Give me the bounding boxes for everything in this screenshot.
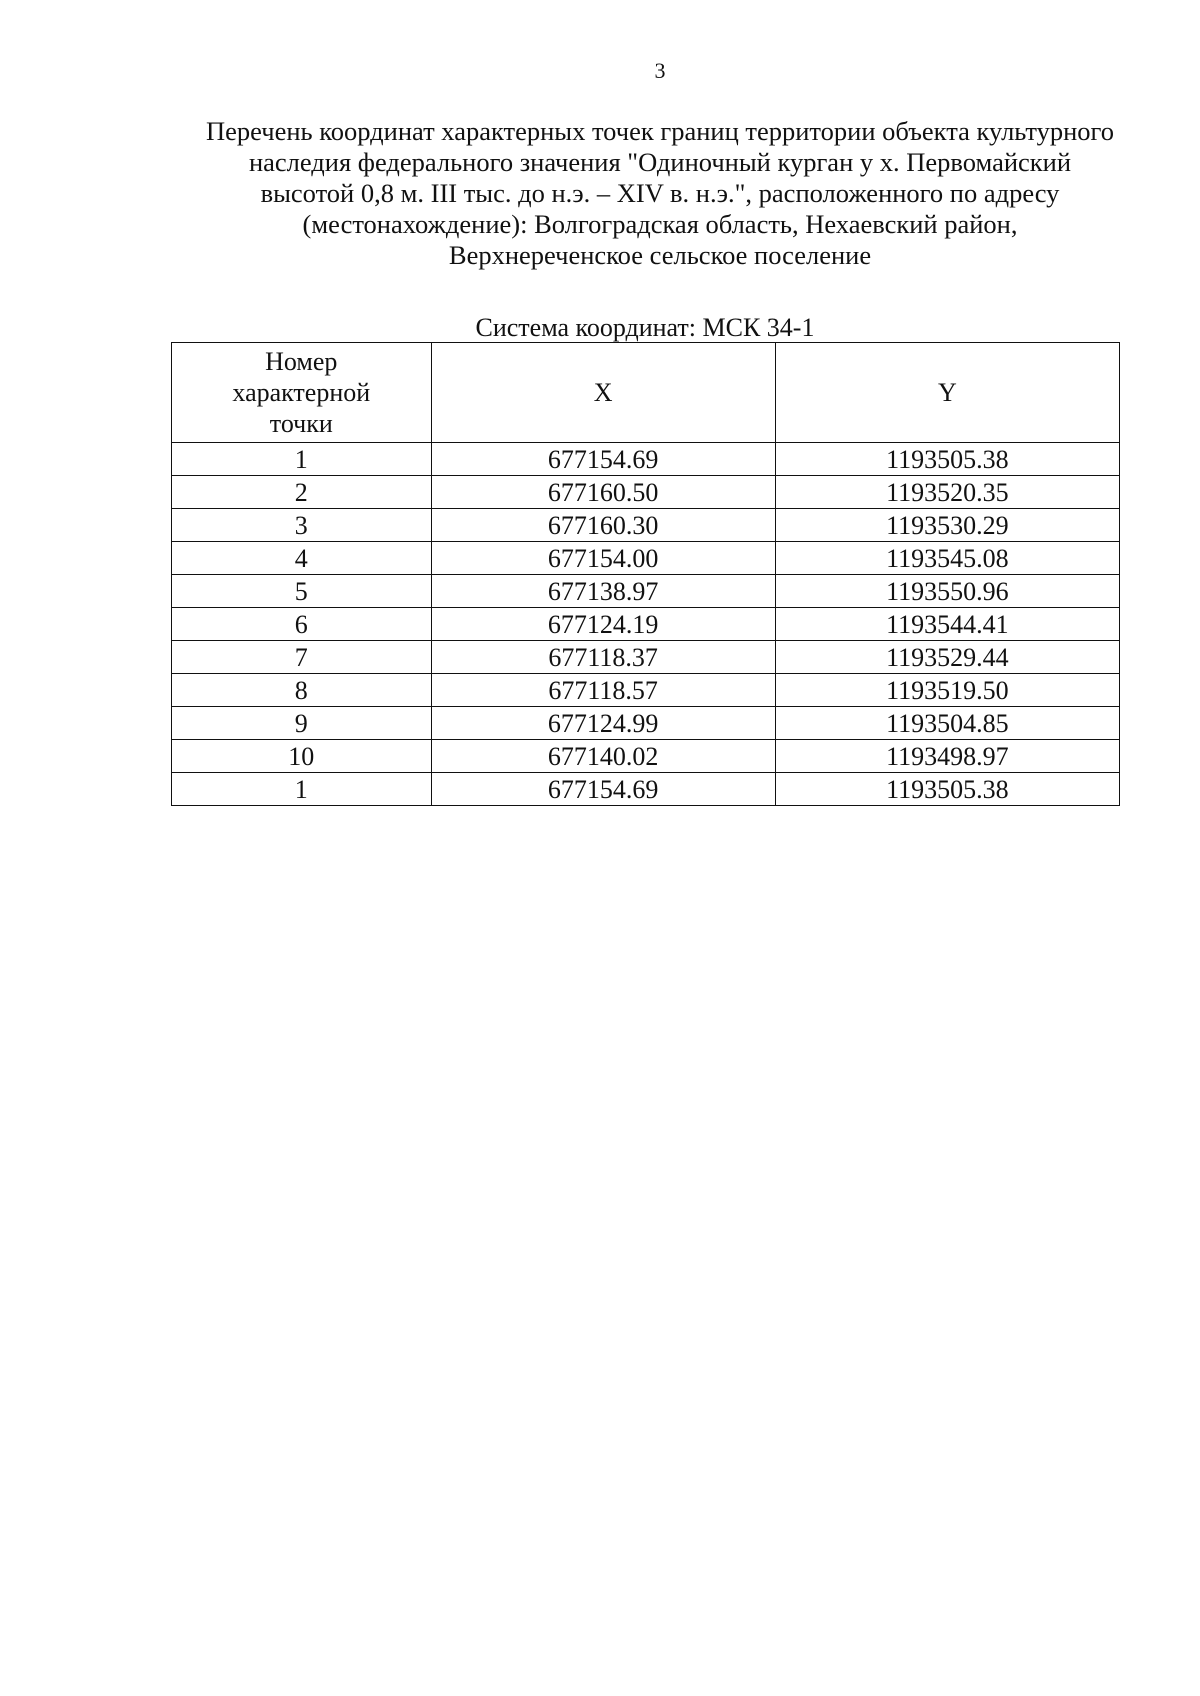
cell-x: 677118.37	[431, 641, 775, 674]
table-row	[172, 674, 1120, 707]
cell-point: 8	[172, 674, 432, 707]
cell-point: 10	[172, 740, 432, 773]
header-point-line: характерной	[232, 378, 371, 407]
cell-y: 1193498.97	[775, 740, 1119, 773]
cell-y: 1193550.96	[775, 575, 1119, 608]
cell-x: 677138.97	[431, 575, 775, 608]
cell-x: 677124.19	[431, 608, 775, 641]
table-header-row	[172, 343, 1120, 443]
cell-x: 677160.50	[431, 476, 775, 509]
cell-x: 677160.30	[431, 509, 775, 542]
cell-y: 1193545.08	[775, 542, 1119, 575]
cell-point: 1	[172, 443, 432, 476]
cell-x: 677118.57	[431, 674, 775, 707]
title-line: наследия федерального значения "Одиночный курган у х. Первомайский	[248, 147, 1072, 177]
cell-point: 1	[172, 773, 432, 806]
cell-y: 1193519.50	[775, 674, 1119, 707]
cell-y: 1193529.44	[775, 641, 1119, 674]
cell-point: 7	[172, 641, 432, 674]
title-line: (местонахождение): Волгоградская область, Нехаевский район,	[302, 209, 1018, 239]
cell-y: 1193504.85	[775, 707, 1119, 740]
table-row	[172, 542, 1120, 575]
cell-y: 1193530.29	[775, 509, 1119, 542]
table-row	[172, 740, 1120, 773]
cell-x: 677140.02	[431, 740, 775, 773]
cell-y: 1193505.38	[775, 773, 1119, 806]
header-x: X	[431, 343, 775, 443]
cell-point: 4	[172, 542, 432, 575]
cell-x: 677154.00	[431, 542, 775, 575]
cell-x: 677154.69	[431, 773, 775, 806]
table-row	[172, 773, 1120, 806]
cell-x: 677124.99	[431, 707, 775, 740]
header-point-number	[172, 343, 432, 443]
header-point-line: точки	[269, 409, 333, 438]
cell-y: 1193544.41	[775, 608, 1119, 641]
table-row	[172, 443, 1120, 476]
title-line: Верхнереченское сельское поселение	[448, 240, 872, 270]
title-line: Перечень координат характерных точек границ территории объекта культурного	[206, 116, 1114, 146]
cell-y: 1193505.38	[775, 443, 1119, 476]
table-row	[172, 608, 1120, 641]
document-title	[170, 116, 1150, 271]
table-row	[172, 641, 1120, 674]
page-number: 3	[654, 58, 666, 83]
title-line: высотой 0,8 м. III тыс. до н.э. – XIV в. н.э.", расположенного по адресу	[260, 178, 1060, 208]
cell-y: 1193520.35	[775, 476, 1119, 509]
table-row	[172, 476, 1120, 509]
coordinates-table	[171, 342, 1120, 806]
cell-point: 5	[172, 575, 432, 608]
cell-x: 677154.69	[431, 443, 775, 476]
cell-point: 2	[172, 476, 432, 509]
cell-point: 6	[172, 608, 432, 641]
coordinate-system-caption: Система координат: МСК 34-1	[475, 313, 815, 342]
header-point-line: Номер	[265, 347, 338, 376]
cell-point: 3	[172, 509, 432, 542]
table-row	[172, 575, 1120, 608]
header-y: Y	[775, 343, 1119, 443]
table-row	[172, 707, 1120, 740]
cell-point: 9	[172, 707, 432, 740]
table-row	[172, 509, 1120, 542]
